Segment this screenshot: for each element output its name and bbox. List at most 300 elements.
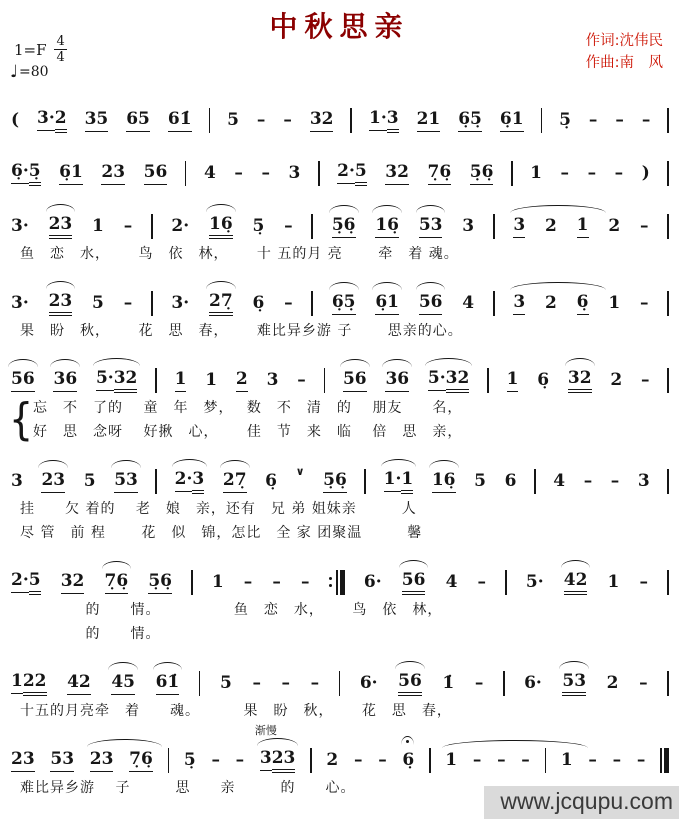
note-digits: 21 xyxy=(417,108,441,132)
note-digits: – xyxy=(310,673,320,693)
note-digits: 5· xyxy=(428,367,446,391)
note-group xyxy=(499,108,525,132)
note-group xyxy=(219,672,233,694)
note-digits: – xyxy=(123,216,133,236)
tempo-marking xyxy=(10,62,49,82)
note-digits: 3· xyxy=(37,107,55,131)
note-group xyxy=(353,749,364,771)
slur-arc xyxy=(340,359,370,367)
note-group xyxy=(60,570,86,594)
note-group xyxy=(384,161,410,185)
credits xyxy=(586,31,663,75)
note-digits: 1 xyxy=(211,572,224,592)
note-group xyxy=(10,470,24,492)
note-digits: 1 xyxy=(92,216,104,236)
note-digits: – xyxy=(497,750,506,770)
slur-arc-wide xyxy=(442,740,588,748)
note-digits: 3 xyxy=(260,747,272,771)
barline xyxy=(667,671,669,696)
score-line xyxy=(10,655,669,722)
note-group xyxy=(110,671,136,695)
note-digits: – xyxy=(474,673,484,693)
note-group xyxy=(123,292,134,314)
note-group xyxy=(233,162,244,184)
slur-arc xyxy=(111,460,141,468)
note-group xyxy=(640,369,651,391)
note-group xyxy=(576,291,590,315)
note-digits: – xyxy=(284,216,293,236)
note-digits: 2 xyxy=(55,107,67,133)
note-digits: 2 xyxy=(545,216,557,236)
note-group xyxy=(10,670,48,696)
lyric-row: 果 盼 秋， 花 思 春， 难比异乡游 子 思亲的心。 xyxy=(20,323,463,339)
note-group xyxy=(282,109,293,131)
verse-pair xyxy=(10,395,669,443)
note-group xyxy=(143,161,169,185)
slur-arc xyxy=(416,282,446,290)
slur-arc xyxy=(50,359,80,367)
barline xyxy=(191,570,193,595)
note-digits: – xyxy=(636,750,646,770)
note-digits: 56 xyxy=(398,670,422,696)
barline xyxy=(429,748,431,773)
note-digits: 3 xyxy=(192,468,204,494)
note-group xyxy=(363,571,383,593)
note-digits: 3 xyxy=(387,107,399,133)
note-digits: 35 xyxy=(85,108,109,132)
note-group xyxy=(383,468,415,494)
note-group xyxy=(563,569,589,595)
note-digits: – xyxy=(588,750,597,770)
note-digits: 5 xyxy=(355,160,367,186)
note-digits: 61̇ xyxy=(168,108,192,132)
lyric-row: 忘 不 了的 童 年 梦， 数 不 清 的 朋友 名， xyxy=(33,400,463,416)
note-group xyxy=(520,749,531,771)
note-group xyxy=(296,369,307,391)
note-group xyxy=(283,215,294,237)
note-digits: 16̣ xyxy=(209,213,233,239)
note-digits: 36 xyxy=(53,368,77,392)
note-digits: 1· xyxy=(369,107,387,131)
note-digits: 3 xyxy=(637,471,650,491)
note-digits: – xyxy=(560,163,570,183)
note-group xyxy=(473,470,487,492)
note-group xyxy=(506,368,520,392)
note-group xyxy=(576,214,590,238)
note-group xyxy=(66,671,92,695)
note-group xyxy=(558,109,572,131)
note-group xyxy=(222,469,248,493)
note-group xyxy=(123,215,134,237)
repeat-end-barline xyxy=(329,570,345,595)
note-digits: 1 xyxy=(175,368,187,392)
note-digits: 5̣6̣ xyxy=(323,469,347,493)
note-digits: 27̣ xyxy=(209,290,233,316)
note-digits: 6· xyxy=(524,673,542,693)
note-group xyxy=(83,470,97,492)
note-digits: 6̣1 xyxy=(59,161,83,185)
note-digits: – xyxy=(243,572,253,592)
slur-arc xyxy=(93,358,140,366)
note-digits: 5̣ xyxy=(29,160,41,186)
note-group xyxy=(10,368,36,392)
note-group xyxy=(10,215,30,237)
note-digits: 1 xyxy=(445,750,458,770)
note-digits: 23 xyxy=(11,748,35,772)
note-digits: – xyxy=(234,163,243,183)
slur-arc xyxy=(46,204,76,212)
note-digits: – xyxy=(472,750,482,770)
note-digits: 3 xyxy=(11,471,23,491)
score-header xyxy=(0,0,679,92)
note-group xyxy=(309,108,335,132)
note-group xyxy=(281,672,292,694)
note-digits: 1 xyxy=(530,163,542,183)
note-group xyxy=(208,213,234,239)
note-digits: ( xyxy=(11,110,20,130)
note-group xyxy=(36,107,68,133)
note-digits: 2 xyxy=(545,293,557,313)
note-group xyxy=(401,569,427,595)
final-barline-thick xyxy=(664,748,669,773)
note-digits: – xyxy=(639,216,649,236)
note-row xyxy=(10,92,669,135)
note-digits: – xyxy=(123,293,133,313)
note-digits: 56 xyxy=(144,161,168,185)
note-group xyxy=(374,291,400,315)
score-line xyxy=(10,453,669,544)
note-group xyxy=(10,160,42,186)
note-group xyxy=(377,749,388,771)
slur-arc xyxy=(220,460,250,468)
note-group xyxy=(167,108,193,132)
note-digits: 5 xyxy=(220,673,232,693)
note-digits: 5 xyxy=(92,293,104,313)
note-digits: 5̣6̣ xyxy=(470,161,494,185)
repeat-barline-thick xyxy=(340,570,345,595)
note-digits: 65 xyxy=(126,108,150,132)
verse-brace: { xyxy=(9,393,34,445)
note-digits: 3· xyxy=(11,293,29,313)
note-digits: 6̣ xyxy=(265,471,277,491)
note-group xyxy=(427,161,453,185)
note-group xyxy=(544,292,558,314)
note-digits: – xyxy=(301,572,310,592)
score-line xyxy=(10,92,669,135)
note-digits: 3 xyxy=(288,163,301,183)
barline xyxy=(311,214,313,239)
watermark: www.jcqupu.com xyxy=(484,786,679,819)
note-group xyxy=(504,470,518,492)
note-group xyxy=(525,571,545,593)
note-group xyxy=(235,749,246,771)
note-digits: 5· xyxy=(525,572,544,592)
note-group xyxy=(445,571,459,593)
note-digits: 53 xyxy=(50,748,74,772)
note-digits: 53 xyxy=(419,214,443,238)
note-group xyxy=(587,162,598,184)
slur-arc xyxy=(329,282,359,290)
barline xyxy=(541,108,543,133)
note-digits: – xyxy=(583,471,593,491)
note-digits: 2 xyxy=(236,368,248,392)
note-digits: 3 xyxy=(462,216,475,236)
slur-arc xyxy=(206,204,236,212)
note-digits: 4 xyxy=(445,572,458,592)
barline xyxy=(667,368,669,393)
note-group xyxy=(431,469,457,493)
slur-arc-wide xyxy=(510,282,606,290)
slur-arc xyxy=(399,560,429,568)
note-group xyxy=(10,109,20,131)
note-group xyxy=(204,369,218,391)
note-digits: – xyxy=(281,673,291,693)
note-digits: 27̣ xyxy=(223,469,247,493)
note-group xyxy=(310,672,321,694)
score-line xyxy=(10,275,669,342)
barline xyxy=(545,748,547,773)
note-digits: 6̣5̣ xyxy=(332,291,356,315)
note-group xyxy=(203,162,217,184)
slur-arc xyxy=(416,205,446,213)
note-digits: 5̣6̣ xyxy=(332,214,356,238)
note-digits: 2· xyxy=(337,160,355,184)
score-line xyxy=(10,198,669,265)
barline xyxy=(324,368,326,393)
note-group xyxy=(461,292,475,314)
slur-arc xyxy=(153,662,183,670)
note-digits: 56 xyxy=(343,368,367,392)
note-digits: 3 xyxy=(513,214,525,238)
note-group xyxy=(210,749,221,771)
slur-arc xyxy=(425,358,472,366)
note-digits: 5̣ xyxy=(252,216,265,236)
note-group xyxy=(384,368,410,392)
note-group xyxy=(560,749,574,771)
note-digits: 32 xyxy=(446,367,470,393)
note-digits: 5 xyxy=(29,569,41,595)
time-signature xyxy=(54,34,68,65)
lyric-row: 鱼 恋 水， 鸟 依 林， 十 五的月 亮 牵 着 魂。 xyxy=(20,246,459,262)
note-digits: – xyxy=(639,673,648,693)
note-group xyxy=(84,108,110,132)
note-digits: 6̣1 xyxy=(500,108,524,132)
note-group xyxy=(472,749,483,771)
note-group xyxy=(523,672,543,694)
score xyxy=(0,92,679,799)
note-digits: – xyxy=(639,572,649,592)
time-signature-top: 4 xyxy=(56,34,65,49)
note-group xyxy=(104,570,130,594)
note-digits: 23 xyxy=(90,748,114,772)
note-row xyxy=(10,554,669,597)
note-group xyxy=(147,570,173,594)
lyric-row: 难比异乡游 子 思 亲 的 心。 xyxy=(20,780,356,796)
note-group xyxy=(271,571,282,593)
note-digits: 4 xyxy=(204,163,216,183)
slur-arc xyxy=(206,281,236,289)
note-digits: 32 xyxy=(61,570,85,594)
note-digits: 6̣· xyxy=(11,160,29,184)
note-group xyxy=(125,108,151,132)
note-digits: 32 xyxy=(310,108,334,132)
lyricist-credit: 作词:沈伟民 xyxy=(585,33,663,49)
lyric-row: 好 思 念呀 好揪 心， 佳 节 来 临 倍 思 亲， xyxy=(33,424,463,440)
note-group xyxy=(607,215,621,237)
note-digits: – xyxy=(252,673,261,693)
barline xyxy=(667,570,669,595)
note-digits: 32 xyxy=(114,367,138,393)
slur-arc xyxy=(559,661,589,669)
note-group xyxy=(10,292,30,314)
note-group xyxy=(91,292,105,314)
note-row xyxy=(10,655,669,698)
note-digits: 3· xyxy=(11,216,29,236)
song-title: 中秋思亲 xyxy=(269,10,410,43)
note-group xyxy=(174,468,206,494)
note-group xyxy=(418,291,444,315)
note-group xyxy=(342,368,368,392)
time-signature-bottom: 4 xyxy=(56,50,65,66)
barline xyxy=(155,469,157,494)
note-digits: 23 xyxy=(272,747,296,773)
note-digits: – xyxy=(256,110,266,130)
slur-arc xyxy=(565,358,595,366)
note-group xyxy=(49,748,75,772)
note-digits: 6 xyxy=(504,471,517,491)
barline xyxy=(151,214,153,239)
note-group xyxy=(474,672,485,694)
note-group xyxy=(251,672,262,694)
note-digits: ) xyxy=(641,163,650,183)
barline xyxy=(493,214,495,239)
note-group xyxy=(477,571,488,593)
note-digits: 56 xyxy=(11,368,35,392)
note-digits: 5 xyxy=(474,471,486,491)
note-group xyxy=(610,470,621,492)
key-label: 1=F xyxy=(14,40,47,59)
note-digits: 2 xyxy=(606,673,619,693)
note-group xyxy=(536,369,550,391)
note-group xyxy=(89,748,115,772)
note-group xyxy=(560,162,571,184)
note-digits: 5̣6̣ xyxy=(148,570,172,594)
final-barline-thin xyxy=(660,748,662,773)
score-line xyxy=(10,352,669,443)
note-digits: 53 xyxy=(114,469,138,493)
note-digits: 3· xyxy=(171,293,190,313)
repeat-dot xyxy=(329,577,332,580)
note-group xyxy=(254,724,297,773)
barline xyxy=(310,748,312,773)
barline xyxy=(505,570,507,595)
note-group xyxy=(457,108,483,132)
lyric-row: 挂 欠 着的 老 娘 亲，还有 兄 弟 姐妹亲 人 xyxy=(20,501,417,517)
slur-arc xyxy=(372,282,402,290)
note-group xyxy=(461,215,475,237)
repeat-dots xyxy=(329,577,332,587)
note-group xyxy=(567,367,593,393)
note-digits: 2· xyxy=(171,216,190,236)
tempo-value: =80 xyxy=(19,64,49,80)
barline xyxy=(155,368,157,393)
barline xyxy=(318,161,320,186)
slur-arc xyxy=(172,459,208,467)
barline xyxy=(350,108,352,133)
note-group xyxy=(609,369,623,391)
note-group xyxy=(469,161,495,185)
note-digits: – xyxy=(477,572,487,592)
note-digits: 56 xyxy=(402,569,426,595)
note-group xyxy=(58,161,84,185)
note-digits: 6̣5̣ xyxy=(458,108,482,132)
fermata-icon xyxy=(401,736,414,745)
note-group xyxy=(331,291,357,315)
note-digits: – xyxy=(378,750,387,770)
note-digits: 42 xyxy=(564,569,588,595)
note-group xyxy=(264,470,278,492)
note-group xyxy=(10,748,36,772)
note-row xyxy=(10,352,669,395)
note-digits: – xyxy=(353,750,363,770)
note-group xyxy=(606,672,620,694)
slur-arc xyxy=(382,359,412,367)
note-digits: – xyxy=(284,293,293,313)
note-group xyxy=(91,215,105,237)
note-group xyxy=(636,749,647,771)
note-digits: 4 xyxy=(553,471,566,491)
note-digits: 5 xyxy=(83,471,96,491)
note-group xyxy=(183,749,197,771)
note-digits: 1 xyxy=(507,368,519,392)
note-digits: – xyxy=(610,471,620,491)
note-group xyxy=(251,215,265,237)
slur-arc xyxy=(381,459,417,467)
note-digits: 1 xyxy=(608,293,621,313)
barline xyxy=(534,469,536,494)
note-digits: 61̇ xyxy=(156,671,180,695)
note-digits: 7̣6̣ xyxy=(105,570,129,594)
note-group xyxy=(100,161,126,185)
note-row xyxy=(10,275,669,318)
note-digits: – xyxy=(261,163,270,183)
note-digits: 7̣6̣ xyxy=(129,748,153,772)
slur-arc xyxy=(561,560,591,568)
barline xyxy=(199,671,201,696)
tempo-change-annotation: 渐慢 xyxy=(254,724,277,737)
note-digits: 53 xyxy=(562,670,586,696)
note-group xyxy=(336,160,368,186)
note-digits: 16̣ xyxy=(432,469,456,493)
note-digits: 32 xyxy=(385,161,409,185)
note-digits: 2· xyxy=(175,468,193,492)
note-group xyxy=(251,292,265,314)
note-group xyxy=(561,670,587,696)
note-digits: 1 xyxy=(401,468,413,494)
note-digits: 1 xyxy=(560,750,573,770)
note-group xyxy=(637,470,651,492)
note-group xyxy=(48,290,74,316)
note-group xyxy=(397,670,423,696)
note-group xyxy=(226,109,240,131)
note-group xyxy=(95,367,138,393)
note-group xyxy=(331,214,357,238)
note-group xyxy=(211,571,225,593)
note-digits: 6̣ xyxy=(252,293,265,313)
note-group xyxy=(544,215,558,237)
slur-arc xyxy=(257,738,299,746)
barline xyxy=(511,161,513,186)
